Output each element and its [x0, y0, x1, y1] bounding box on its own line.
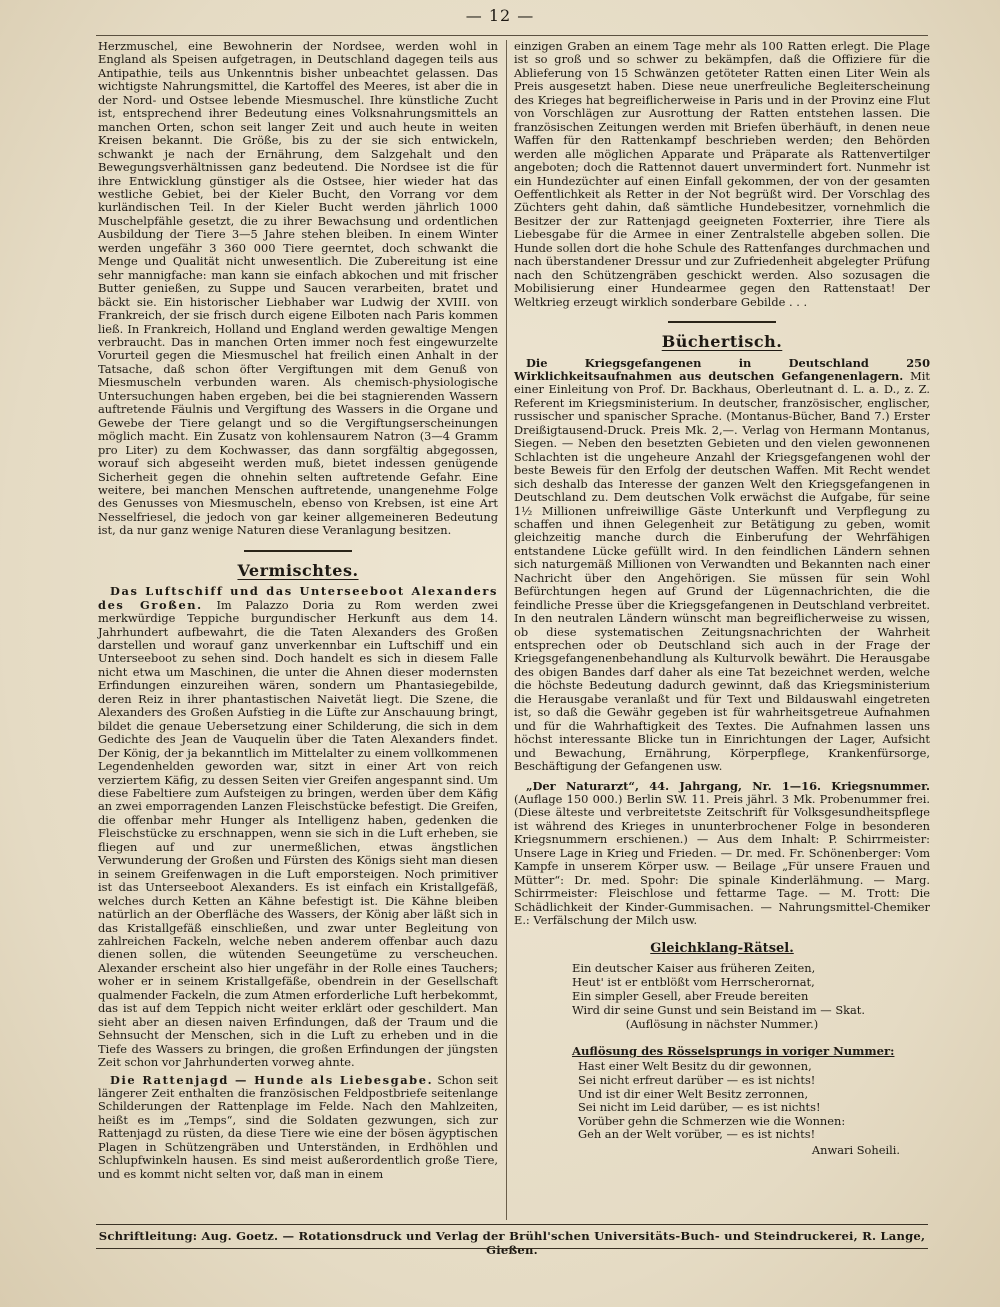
- riddle-line: Wird dir seine Gunst und sein Beistand im — Skat.: [572, 1003, 866, 1017]
- article-ratjagd-body: Schon seit längerer Zeit enthalten die französischen Feldpostbriefe seitenlange Schilderungen der Rattenplage im Felde. Nach den Mahlzeiten, heißt es im „Temps“, sind die Soldaten gezwungen, sich zur Rattenjagd zu rüsten, da diese Tiere wie eine der bösen ägyptischen Plagen in Schützengräben und Unterständen, in Erdhöhlen und Schlupfwinkeln hausen. Es sind meist außerordentlich große Tiere, und es kommt nicht selten vor, daß man in einem: [98, 1072, 499, 1181]
- solution-line: Sei nicht im Leid darüber, — es ist nichts!: [578, 1100, 821, 1115]
- left-column: [98, 40, 498, 1181]
- solution-line: Und ist dir einer Welt Besitz zerronnen,: [578, 1086, 809, 1101]
- book-review-naturarzt: [514, 780, 930, 928]
- section-divider-rule: [244, 550, 352, 552]
- right-column: [514, 40, 930, 1157]
- book-review-naturarzt-body: (Auflage 150 000.) Berlin SW. 11. Preis jährl. 3 Mk. Probenummer frei. (Diese älteste und verbreitetste Zeitschrift für Volksgesundheitspflege ist während des Krieges in ununterbrochener Folge in besonderen Kriegsnummern erschienen.) — Aus dem Inhalt: P. Schirrmeister: Unsere Lage in Krieg und Frieden. — Dr. med. Fr. Schönenberger: Vom Kampfe in unserem Körper usw. — Beilage „Für unsere Frauen und Mütter“: Dr. med. Spohr: Die spinale Kinderlähmung. — Marg. Schirrmeister: Fleischlose und fettarme Tage. — M. Trott: Die Schädlichkeit der Kinder-Gummisachen. — Nahrungsmittel-Chemiker E.: Verfälschung der Milch usw.: [514, 792, 930, 928]
- solution-line: Sei nicht erfreut darüber — es ist nichts!: [578, 1073, 816, 1088]
- book-review-naturarzt-heading: „Der Naturarzt“, 44. Jahrgang, Nr. 1—16. Kriegsnummer.: [526, 778, 930, 793]
- solution-title: Auflösung des Rösselsprungs in voriger Nummer:: [572, 1044, 895, 1058]
- imprint-footer: Schriftleitung: Aug. Goetz. — Rotationsdruck und Verlag der Brühl'schen Universitäts-Buch- und Steindruckerei, R. Lange, Gießen.: [98, 1229, 926, 1257]
- footer-top-rule: [96, 1224, 928, 1225]
- book-review-kriegsgefangene-heading: Die Kriegsgefangenen in Deutschland 250 Wirklichkeitsaufnahmen aus deutschen Gefangenenlagern.: [514, 355, 930, 383]
- riddle-note: (Auflösung in nächster Nummer.): [625, 1017, 819, 1031]
- column-divider: [506, 40, 507, 1220]
- article-airship: [98, 585, 498, 1069]
- article-ratjagd: [98, 1074, 498, 1182]
- riddle-line: Ein simpler Gesell, aber Freude bereiten: [572, 989, 809, 1003]
- riddle-line: Heut' ist er entblößt vom Herrscherornat,: [572, 975, 815, 989]
- riddle-title: Gleichklang-Rätsel.: [650, 940, 794, 956]
- riddle-line: Ein deutscher Kaiser aus früheren Zeiten,: [572, 961, 816, 975]
- solution-line: Hast einer Welt Besitz du dir gewonnen,: [578, 1059, 812, 1074]
- book-review-kriegsgefangene: [514, 357, 930, 774]
- solution-line: Geh an der Welt vorüber, — es ist nichts!: [578, 1127, 816, 1142]
- article-ratjagd-heading: Die Rattenjagd — Hunde als Liebesgabe.: [110, 1072, 434, 1087]
- solution-author: Anwari Soheili.: [811, 1143, 900, 1158]
- top-rule: [96, 35, 928, 36]
- solution-line: Vorüber gehn die Schmerzen wie die Wonnen:: [578, 1113, 846, 1128]
- section-title-buechertisch: Büchertisch.: [661, 332, 783, 352]
- footer-bottom-rule: [96, 1248, 928, 1249]
- article-airship-heading: Das Luftschiff und das Unterseeboot Alexanders des Großen.: [98, 584, 498, 612]
- book-review-kriegsgefangene-body: Mit einer Einleitung von Prof. Dr. Backhaus, Oberleutnant d. L. a. D., z. Z. Referent im Kriegsministerium. In deutscher, französischer, englischer, russischer und spanischer Sprache. (Montanus-Bücher, Band 7.) Erster Dreißigtausend-Druck. Preis Mk. 2,—. Verlag von Hermann Montanus, Siegen. — Neben den besetzten Gebieten und den vielen gewonnenen Schlachten ist die ungeheure Anzahl der Kriegsgefangenen wohl der beste Beweis für den Erfolg der deutschen Waffen. Mit Recht wendet sich deshalb das Interesse der ganzen Welt den Kriegsgefangenen in Deutschland zu. Dem deutschen Volk erwächst die Aufgabe, für seine 1½ Millionen unfreiwillige Gäste Unterkunft und Verpflegung zu schaffen und ihnen Gelegenheit zur Betätigung zu geben, womit gleichzeitig manche durch die Einberufung der Wehrfähigen entstandene Lücke gefüllt wird. In den feindlichen Ländern sehnen sich naturgemäß Millionen von Verwandten und Bekannten nach einer Nachricht über den Angehörigen. Sie müssen für sein Wohl Befürchtungen hegen auf Grund der Lügennachrichten, die die feindliche Presse über die Kriegsgefangenen in Deutschland verbreitet. In den neutralen Ländern wünscht man begreiflicherweise zu wissen, ob diese systematischen Zeitungsnachrichten der Wahrheit entsprechen oder ob Deutschland sich auch in der Frage der Kriegsgefangenenbehandlung als Kulturvolk bewährt. Die Herausgabe des obigen Bandes darf daher als eine Tat bezeichnet werden, welche die höchste Bedeutung dadurch gewinnt, daß das Kriegsministerium die Herausgabe veranlaßt und für Text und Bildauswahl eingetreten ist, so daß die Gewähr gegeben ist für wahrheitsgetreue Aufnahmen und für die Wahrhaftigkeit des Textes. Die Aufnahmen lassen uns höchst interessante Blicke tun in Einrichtungen der Lager, Aufsicht und Bewachung, Ernährung, Körperpflege, Krankenfürsorge, Beschäftigung der Gefangenen usw.: [514, 368, 930, 774]
- ratjagd-continuation-text: einzigen Graben an einem Tage mehr als 100 Ratten erlegt. Die Plage ist so groß und so schwer zu bekämpfen, daß die Offiziere für die Ablieferung von 15 Schwänzen getöteter Ratten einen Liter Wein als Preis ausgesetzt haben. Diese neue unerfreuliche Begleiterscheinung des Krieges hat begreiflicherweise in Paris und in der Provinz eine Flut von Vorschlägen zur Ausrottung der Ratten entstehen lassen. Die französischen Zeitungen werden mit Briefen überhäuft, in denen neue Waffen für den Rattenkampf beschrieben werden; den Behörden werden alle möglichen Apparate und Präparate als Rattenvertilger angeboten; doch die Rattennot dauert unvermindert fort. Nunmehr ist ein Hundezüchter auf einen Einfall gekommen, der von der gesamten Oeffentlichkeit als Retter in der Not begrüßt wird. Der Vorschlag des Züchters geht dahin, daß sämtliche Hundebesitzer, vornehmlich die Besitzer der zur Rattenjagd geeigneten Foxterrier, ihre Tiere als Liebesgabe für die Armee in einer Zentralstelle abgeben sollen. Die Hunde sollen dort die hohe Schule des Rattenfanges durchmachen und nach überstandener Dressur und zur Zufriedenheit abgelegter Prüfung nach den Schützengräben geschickt werden. Also sozusagen die Mobilisierung einer Hundearmee gegen den Rattenstaat! Der Weltkrieg erzeugt wirklich sonderbare Gebilde . . .: [514, 39, 930, 309]
- article-airship-body: Im Palazzo Doria zu Rom werden zwei merkwürdige Teppiche burgundischer Herkunft aus dem 14. Jahrhundert aufbewahrt, die die Taten Alexanders des Großen darstellen und worauf ganz unverkennbar ein Luftschiff und ein Unterseeboot zu sehen sind. Doch handelt es sich in diesem Falle nicht etwa um Maschinen, die unter die Ahnen dieser modernsten Erfindungen einzureihen wären, sondern um Phantasiegebilde, deren Reiz in ihrer phantastischen Naivetät liegt. Die Szene, die Alexanders des Großen Aufstieg in die Lüfte zur Anschauung bringt, bildet die genaue Uebersetzung einer Schilderung, die sich in dem Gedichte des Jean de Vauquelin über die Taten Alexanders findet. Der König, der ja bekanntlich im Mittelalter zu einem vollkommenen Legendenhelden geworden war, sitzt in einer Art von reich verziertem Käfig, zu dessen Seiten vier Greifen angespannt sind. Um diese Fabeltiere zum Aufsteigen zu bringen, werden über dem Käfig an zwei emporragenden Lanzen Fleischstücke befestigt. Die Greifen, die offenbar mehr Hunger als Intelligenz haben, gedenken die Fleischstücke zu erschnappen, wenn sie sich in die Luft erheben, sie fliegen auf und zur unermeßlichen, etwas ängstlichen Verwunderung der Großen und Fürsten des Königs sieht man diesen in seinem Greifenwagen in die Luft emporsteigen. Noch primitiver ist das Unterseeboot Alexanders. Es ist einfach ein Kristallgefäß, welches durch Ketten an Kähne befestigt ist. Die Kähne bleiben natürlich an der Oberfläche des Wassers, der König aber läßt sich in das Kristallgefäß einschließen, und zwar unter Begleitung von zahlreichen Fackeln, welche neben anderem offenbar auch dazu dienen sollen, die wütenden Seeungetüme zu verscheuchen. Alexander erscheint also hier ungefähr in der Rolle eines Tauchers; woher er in seinem Kristallgefäße, obendrein in der Gesellschaft qualmender Fackeln, die zum Atmen erforderliche Luft herbekommt, das ist auf dem Teppich nicht weiter erklärt oder geschildert. Man sieht aber an diesen naiven Erfindungen, daß der Traum und die Sehnsucht der Menschen, sich in die Luft zu erheben und in die Tiefe des Wassers zu bringen, die großen Erfindungen der jüngsten Zeit schon vor Jahrhunderten vorweg ahnte.: [98, 597, 498, 1070]
- mussel-article-text: Herzmuschel, eine Bewohnerin der Nordsee, werden wohl in England als Speisen aufgetragen, in Deutschland dagegen teils aus Antipathie, teils aus Unkenntnis bisher unbeachtet gelassen. Das wichtigste Nahrungsmittel, die Kartoffel des Meeres, ist aber die in der Nord- und Ostsee lebende Miesmuschel. Ihre künstliche Zucht ist, entsprechend ihrer Bedeutung eines Volksnahrungsmittels an manchen Orten, schon seit langer Zeit und auch heute in weiten Kreisen bekannt. Die Größe, bis zu der sie sich entwickeln, schwankt je nach der Ernährung, dem Salzgehalt und den Bewegungsverhältnissen ganz bedeutend. Die Nordsee ist die für ihre Entwicklung günstiger als die Ostsee, hier wieder hat das westliche Gebiet, bei der Kieler Bucht, den Vorrang vor dem kurländischen Teil. In der Kieler Bucht werden jährlich 1000 Muschelpfähle gesetzt, die zu ihrer Bewachsung und ordentlichen Ausbildung der Tiere 3—5 Jahre stehen bleiben. In einem Winter werden ungefähr 3 360 000 Tiere geerntet, doch schwankt die Menge und Qualität nicht unwesentlich. Die Zubereitung ist eine sehr mannigfache: man kann sie einfach abkochen und mit frischer Butter genießen, zu Suppe und Saucen verarbeiten, bratet und bäckt sie. Ein historischer Liebhaber war Ludwig der XVIII. von Frankreich, der sie frisch durch eigene Eilboten nach Paris kommen ließ. In Frankreich, Holland und England werden gewaltige Mengen verbraucht. Das in manchen Orten immer noch fest eingewurzelte Vorurteil gegen die Miesmuschel hat freilich einen Anhalt in der Tatsache, daß schon öfter Vergiftungen mit dem Genuß von Miesmuscheln verbunden waren. Als chemisch-physiologische Untersuchungen haben ergeben, bei die bei stagnierenden Wassern auftretende Fäulnis und Vergiftung des Wassers in die Organe und Gewebe der Tiere gelangt und so die Vergiftungserscheinungen möglich macht. Ein Zusatz von kohlensaurem Natron (3—4 Gramm pro Liter) zu dem Kochwasser, das dann sorgfältig abgegossen, worauf sich abgeseiht werden muß, bietet indessen genügende Sicherheit gegen die ohnehin selten auftretende Gefahr. Eine weitere, bei manchen Menschen auftretende, unangenehme Folge des Genusses von Miesmuscheln, ebenso von Krebsen, ist eine Art Nesselfriesel, die jedoch von gar keiner allgemeineren Bedeutung ist, da nur ganz wenige Naturen diese Veranlagung besitzen.: [98, 39, 498, 538]
- section-divider-rule: [668, 321, 776, 323]
- section-title-vermischtes: Vermischtes.: [237, 560, 359, 580]
- riddle-poem: [572, 961, 930, 1031]
- solution-poem: [578, 1060, 930, 1142]
- page-number: — 12 —: [465, 6, 535, 25]
